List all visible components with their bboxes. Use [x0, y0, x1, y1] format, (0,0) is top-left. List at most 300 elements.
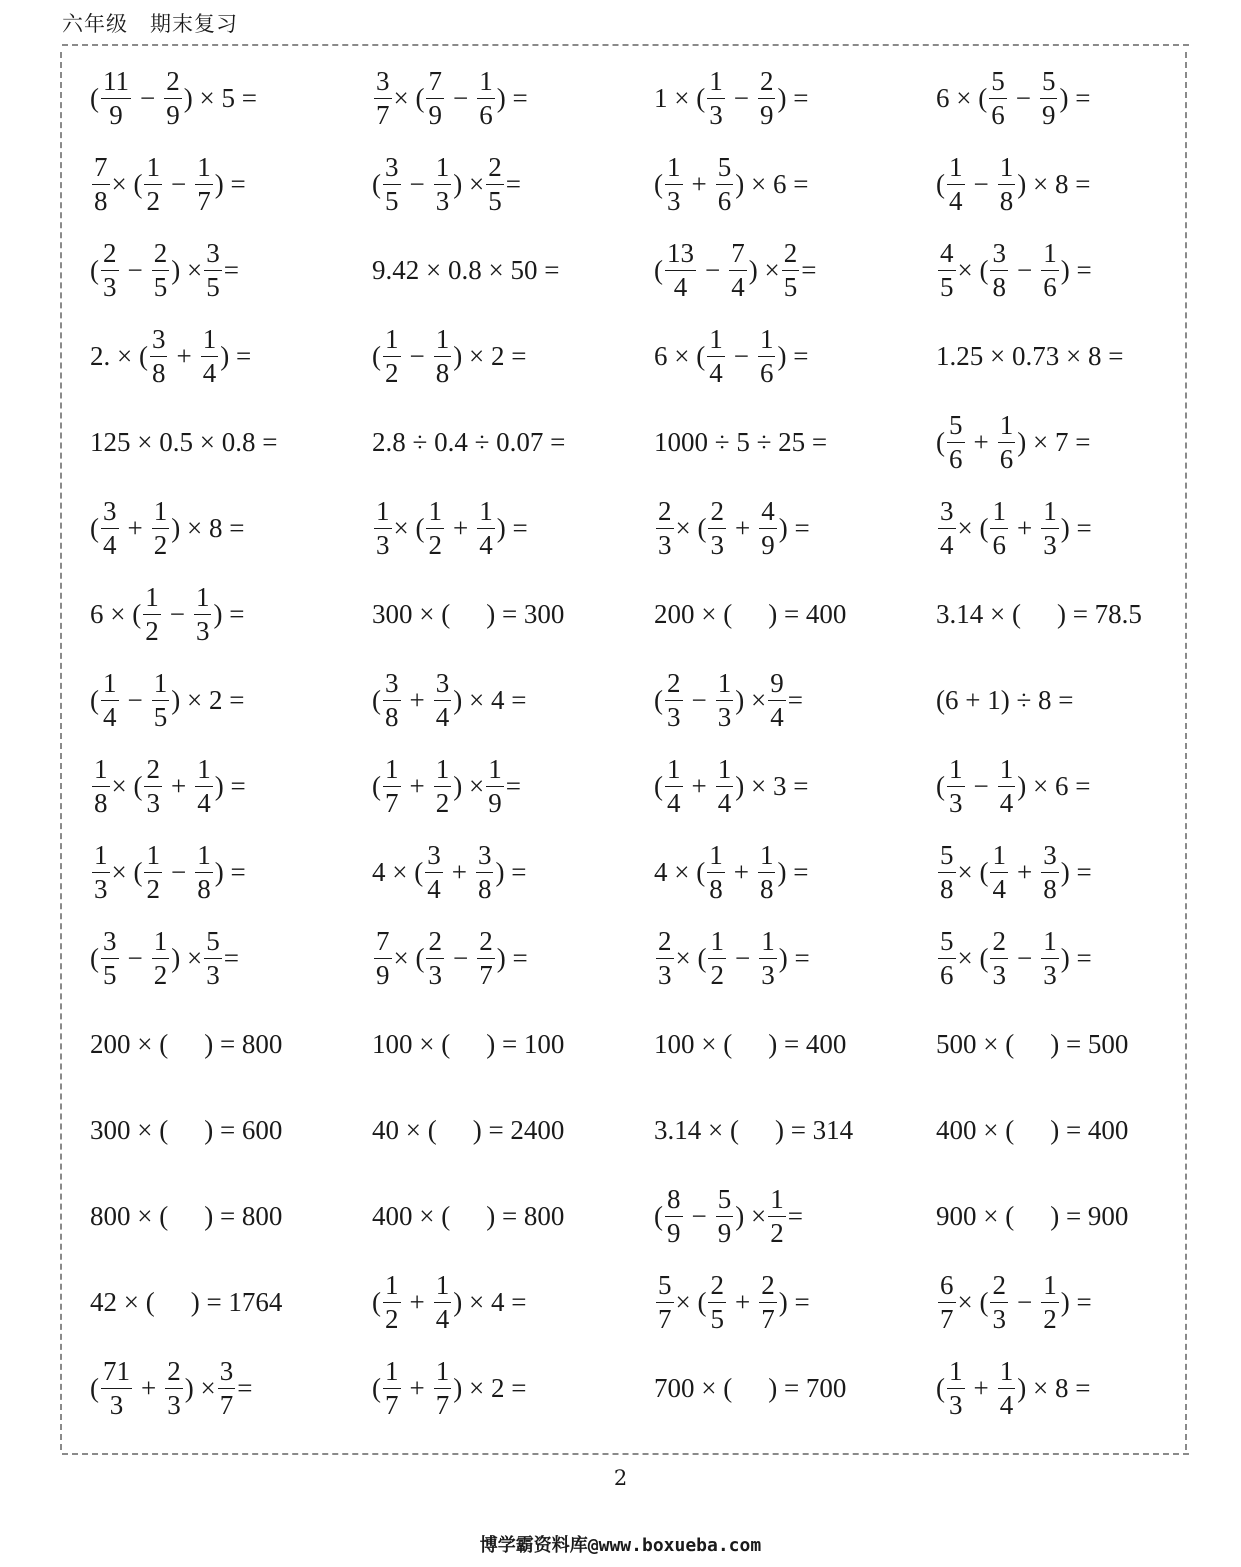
fraction-numerator: 3: [374, 68, 392, 99]
fraction-numerator: 1: [947, 756, 965, 787]
fraction: [383, 323, 401, 388]
expression-text: ) ×: [171, 254, 203, 285]
problem-3-1: [90, 227, 372, 313]
fraction-denominator: 7: [940, 1303, 954, 1334]
fraction-denominator: 6: [717, 185, 732, 216]
expression-text: ) =: [778, 1286, 810, 1317]
expression-text: 400 × (: [936, 1114, 1015, 1145]
expression-text: +: [176, 340, 192, 371]
expression-text: ) ×: [184, 1372, 216, 1403]
fraction-denominator: 2: [153, 959, 168, 990]
fraction-numerator: 3: [938, 498, 956, 529]
fraction-denominator: 3: [709, 99, 723, 130]
expression-text: +: [973, 1372, 989, 1403]
fraction-denominator: 8: [709, 873, 723, 904]
dashed-border-bottom: [62, 1453, 1189, 1455]
expression-text: ) = 800: [486, 1200, 565, 1231]
expression-text: ) × 3 =: [735, 770, 809, 801]
fraction-numerator: 8: [665, 1186, 683, 1217]
fraction-denominator: 6: [991, 99, 1005, 130]
fraction: [998, 1355, 1016, 1420]
expression-text: ) = 314: [774, 1114, 854, 1145]
expression-text: ) =: [777, 82, 809, 113]
fraction-denominator: 4: [770, 701, 784, 732]
fraction-numerator: 7: [426, 68, 444, 99]
fraction-numerator: 1: [144, 154, 162, 185]
problem-8-3: [654, 657, 936, 743]
fraction-numerator: 1: [707, 68, 725, 99]
fraction-numerator: 4: [938, 240, 956, 271]
problem-12-4: [936, 1001, 1190, 1087]
expression-text: (: [372, 168, 381, 199]
dashed-border-left: [60, 52, 62, 1450]
fraction: [656, 1269, 674, 1334]
expression-text: (: [936, 770, 945, 801]
problem-7-4: [936, 571, 1190, 657]
fraction: [144, 151, 162, 216]
fraction-denominator: 3: [94, 873, 108, 904]
problem-10-4: [936, 829, 1190, 915]
expression-text: −: [452, 942, 469, 973]
expression-text: =: [787, 684, 803, 715]
fraction-numerator: 2: [708, 498, 726, 529]
fraction-denominator: 5: [488, 185, 502, 216]
fraction-numerator: 2: [990, 1272, 1008, 1303]
expression-text: −: [733, 82, 749, 113]
problem-5-2: [372, 399, 654, 485]
fraction: [101, 237, 119, 302]
expression-text: −: [409, 168, 425, 199]
fraction: [1041, 1269, 1059, 1334]
fraction-numerator: 1: [716, 670, 734, 701]
fraction-numerator: 1: [383, 1358, 401, 1389]
expression-text: 200 × (: [90, 1028, 169, 1059]
expression-text: −: [691, 1200, 707, 1231]
fraction-numerator: 1: [434, 1272, 452, 1303]
problem-10-1: [90, 829, 372, 915]
fraction-denominator: 2: [435, 787, 450, 818]
problem-2-4: [936, 141, 1190, 227]
expression-text: (6 + 1) ÷ 8 =: [936, 684, 1074, 715]
expression-text: =: [223, 942, 239, 973]
fraction-denominator: 3: [761, 959, 775, 990]
problem-3-4: [936, 227, 1190, 313]
fraction: [947, 1355, 965, 1420]
fraction: [144, 839, 162, 904]
fraction: [486, 753, 504, 818]
fraction-denominator: 6: [992, 529, 1006, 560]
expression-text: (: [372, 770, 381, 801]
fraction: [708, 925, 726, 990]
fraction: [782, 237, 800, 302]
fraction-numerator: 1: [708, 928, 726, 959]
expression-text: × (: [675, 512, 707, 543]
fraction-denominator: 7: [385, 1389, 399, 1420]
fraction-denominator: 4: [949, 185, 963, 216]
fraction-numerator: 1: [707, 326, 725, 357]
fraction-numerator: 2: [101, 240, 119, 271]
expression-text: ) =: [778, 512, 810, 543]
expression-text: +: [452, 512, 469, 543]
expression-text: +: [141, 1372, 157, 1403]
fraction-denominator: 3: [658, 529, 672, 560]
fraction-numerator: 9: [768, 670, 786, 701]
problem-8-4: [936, 657, 1190, 743]
fraction: [938, 839, 956, 904]
expression-text: −: [733, 340, 749, 371]
fraction-numerator: 1: [1041, 928, 1059, 959]
fraction-numerator: 1: [665, 756, 683, 787]
expression-text: 4 × (: [372, 856, 424, 887]
fraction-numerator: 1: [990, 842, 1008, 873]
fraction-denominator: 9: [759, 99, 774, 130]
fraction-numerator: 5: [938, 928, 956, 959]
fraction: [665, 151, 683, 216]
fraction-numerator: 2: [486, 154, 504, 185]
expression-text: ) =: [214, 770, 246, 801]
fraction-denominator: 5: [153, 701, 168, 732]
fraction: [426, 65, 444, 130]
problem-15-4: [936, 1259, 1190, 1345]
fraction-denominator: 5: [940, 271, 954, 302]
expression-text: +: [409, 1286, 425, 1317]
fraction-denominator: 3: [717, 701, 732, 732]
fraction-numerator: 1: [195, 154, 213, 185]
fraction-denominator: 3: [658, 959, 672, 990]
fraction: [426, 495, 444, 560]
fraction: [434, 1269, 452, 1334]
fraction: [998, 409, 1016, 474]
fraction-denominator: 9: [1041, 99, 1056, 130]
fraction-denominator: 2: [770, 1217, 784, 1248]
fraction-denominator: 4: [202, 357, 217, 388]
fraction-denominator: 4: [992, 873, 1006, 904]
problem-2-3: [654, 141, 936, 227]
fraction-denominator: 9: [717, 1217, 732, 1248]
fraction-numerator: 1: [486, 756, 504, 787]
fraction: [201, 323, 219, 388]
fraction-denominator: 4: [709, 357, 723, 388]
fraction-numerator: 1: [1041, 498, 1059, 529]
expression-text: ) =: [1060, 512, 1092, 543]
fraction-denominator: 2: [153, 529, 168, 560]
expression-text: −: [169, 598, 185, 629]
fraction-denominator: 3: [103, 271, 117, 302]
fraction: [218, 1355, 236, 1420]
expression-text: +: [691, 168, 707, 199]
fraction: [374, 65, 392, 130]
expression-text: 6 × (: [654, 340, 706, 371]
fraction-denominator: 7: [376, 99, 390, 130]
problem-1-2: [372, 55, 654, 141]
footer-watermark: 博学霸资料库@www.boxueba.com: [479, 1535, 762, 1556]
fraction: [383, 667, 401, 732]
expression-text: (: [654, 254, 663, 285]
problem-3-2: [372, 227, 654, 313]
fraction: [665, 1183, 683, 1248]
problem-16-1: [90, 1345, 372, 1431]
expression-text: ) ×: [735, 684, 767, 715]
fraction-numerator: 1: [759, 928, 777, 959]
fraction: [947, 151, 965, 216]
fraction-numerator: 1: [998, 756, 1016, 787]
fraction-numerator: 2: [758, 68, 776, 99]
expression-text: +: [170, 770, 187, 801]
fraction: [477, 925, 495, 990]
problem-16-3: [654, 1345, 936, 1431]
expression-text: × (: [111, 856, 143, 887]
expression-text: ) = 400: [768, 598, 847, 629]
problem-15-3: [654, 1259, 936, 1345]
fraction: [101, 65, 131, 130]
fraction-numerator: 1: [947, 154, 965, 185]
fraction-numerator: 1: [1041, 240, 1059, 271]
expression-text: ) × 8 =: [1017, 1372, 1091, 1403]
expression-text: 800 × (: [90, 1200, 169, 1231]
expression-text: 4 × (: [654, 856, 706, 887]
fraction-denominator: 4: [731, 271, 745, 302]
fraction: [947, 409, 965, 474]
expression-text: × (: [675, 942, 707, 973]
expression-text: × (: [957, 512, 989, 543]
expression-text: 1000 ÷ 5 ÷ 25 =: [654, 426, 828, 457]
expression-text: ) × 2 =: [453, 340, 527, 371]
fraction-numerator: 1: [201, 326, 219, 357]
fraction-denominator: 3: [1043, 529, 1057, 560]
fraction: [758, 839, 776, 904]
expression-text: ) ×: [748, 254, 780, 285]
problem-7-1: [90, 571, 372, 657]
fraction-numerator: 1: [477, 498, 495, 529]
expression-text: −: [1016, 254, 1033, 285]
expression-text: +: [451, 856, 467, 887]
problem-6-3: [654, 485, 936, 571]
expression-text: (: [654, 1200, 663, 1231]
fraction-denominator: 3: [949, 787, 963, 818]
fraction-numerator: 2: [426, 928, 444, 959]
expression-text: (: [936, 168, 945, 199]
expression-text: ) × 2 =: [171, 684, 245, 715]
fraction-numerator: 1: [665, 154, 683, 185]
fraction-denominator: 2: [146, 873, 160, 904]
fraction-numerator: 1: [92, 842, 110, 873]
fraction: [707, 323, 725, 388]
expression-text: −: [1015, 82, 1031, 113]
fraction: [1040, 65, 1058, 130]
expression-text: =: [801, 254, 817, 285]
fraction: [938, 495, 956, 560]
fraction-denominator: 4: [667, 787, 681, 818]
fraction-denominator: 9: [109, 99, 123, 130]
expression-text: (: [936, 1372, 945, 1403]
fraction-denominator: 3: [667, 701, 681, 732]
fraction: [434, 1355, 452, 1420]
fraction-numerator: 3: [990, 240, 1008, 271]
expression-text: +: [733, 856, 749, 887]
fraction: [165, 1355, 183, 1420]
expression-text: ) = 1764: [190, 1286, 283, 1317]
problem-9-2: [372, 743, 654, 829]
expression-text: ) =: [214, 168, 246, 199]
problem-4-4: [936, 313, 1190, 399]
expression-text: ) =: [496, 512, 528, 543]
problem-10-3: [654, 829, 936, 915]
expression-text: 1 × (: [654, 82, 706, 113]
fraction-numerator: 2: [152, 240, 170, 271]
fraction-numerator: 2: [759, 1272, 777, 1303]
fraction-numerator: 2: [990, 928, 1008, 959]
fraction-denominator: 5: [153, 271, 168, 302]
problem-11-2: [372, 915, 654, 1001]
fraction: [990, 839, 1008, 904]
expression-text: 9.42 × 0.8 × 50 =: [372, 254, 560, 285]
fraction-denominator: 6: [940, 959, 954, 990]
fraction-numerator: 2: [144, 756, 162, 787]
fraction-numerator: 2: [164, 68, 182, 99]
fraction-denominator: 4: [479, 529, 493, 560]
expression-text: (: [90, 684, 99, 715]
fraction: [152, 925, 170, 990]
expression-text: −: [705, 254, 721, 285]
fraction: [665, 753, 683, 818]
expression-text: −: [734, 942, 751, 973]
fraction-denominator: 3: [146, 787, 160, 818]
fraction-numerator: 1: [947, 1358, 965, 1389]
expression-text: 500 × (: [936, 1028, 1015, 1059]
fraction-numerator: 3: [101, 928, 119, 959]
fraction: [947, 753, 965, 818]
expression-text: ) = 500: [1050, 1028, 1129, 1059]
fraction: [195, 151, 213, 216]
fraction-denominator: 9: [488, 787, 502, 818]
expression-text: ) × 8 =: [1017, 168, 1091, 199]
expression-text: −: [973, 168, 989, 199]
fraction: [1041, 495, 1059, 560]
expression-text: (: [90, 254, 99, 285]
expression-text: +: [691, 770, 707, 801]
fraction: [383, 753, 401, 818]
fraction-numerator: 7: [729, 240, 747, 271]
fraction-denominator: 3: [992, 959, 1006, 990]
fraction: [476, 839, 494, 904]
fraction-denominator: 8: [94, 185, 108, 216]
fraction-numerator: 5: [656, 1272, 674, 1303]
fraction-denominator: 8: [385, 701, 399, 732]
expression-text: ) × 6 =: [1017, 770, 1091, 801]
fraction-denominator: 3: [710, 529, 724, 560]
fraction-numerator: 1: [144, 842, 162, 873]
expression-text: −: [1016, 1286, 1033, 1317]
expression-text: 400 × (: [372, 1200, 451, 1231]
fraction-denominator: 3: [206, 959, 220, 990]
fraction-numerator: 1: [434, 154, 452, 185]
expression-text: ) =: [778, 942, 810, 973]
expression-text: (: [936, 426, 945, 457]
fraction-denominator: 5: [783, 271, 798, 302]
dashed-border-top: [62, 44, 1189, 46]
expression-text: =: [505, 770, 521, 801]
expression-text: × (: [393, 942, 425, 973]
fraction-denominator: 4: [103, 529, 117, 560]
expression-text: ) =: [1060, 254, 1092, 285]
fraction: [998, 151, 1016, 216]
problem-4-2: [372, 313, 654, 399]
fraction-denominator: 9: [428, 99, 442, 130]
fraction-numerator: 1: [998, 412, 1016, 443]
problem-14-3: [654, 1173, 936, 1259]
fraction-numerator: 1: [383, 756, 401, 787]
fraction-denominator: 7: [479, 959, 493, 990]
expression-text: +: [973, 426, 989, 457]
expression-text: ) × 4 =: [453, 684, 527, 715]
fraction: [101, 1355, 132, 1420]
fraction-numerator: 5: [716, 1186, 734, 1217]
fraction-denominator: 2: [385, 1303, 399, 1334]
problem-4-1: [90, 313, 372, 399]
fraction: [938, 1269, 956, 1334]
fraction-denominator: 2: [385, 357, 399, 388]
fraction: [477, 65, 495, 130]
expression-text: =: [505, 168, 521, 199]
expression-text: ) =: [220, 340, 252, 371]
fraction-numerator: 5: [1040, 68, 1058, 99]
fraction: [374, 925, 392, 990]
fraction-numerator: 1: [194, 584, 212, 615]
expression-text: × (: [393, 82, 425, 113]
expression-text: −: [691, 684, 707, 715]
expression-text: ) =: [495, 856, 527, 887]
header-grade: 六年级: [62, 12, 128, 36]
problem-15-2: [372, 1259, 654, 1345]
fraction-numerator: 1: [143, 584, 161, 615]
fraction: [486, 151, 504, 216]
problem-9-4: [936, 743, 1190, 829]
fraction-numerator: 1: [101, 670, 119, 701]
expression-text: +: [409, 684, 425, 715]
expression-text: −: [127, 942, 143, 973]
expression-text: ) =: [496, 82, 528, 113]
expression-text: ) ×: [735, 1200, 767, 1231]
expression-text: (: [654, 168, 663, 199]
problem-16-4: [936, 1345, 1190, 1431]
expression-text: 900 × (: [936, 1200, 1015, 1231]
fraction: [716, 667, 734, 732]
fraction: [92, 151, 110, 216]
fraction-denominator: 3: [167, 1389, 181, 1420]
problem-2-2: [372, 141, 654, 227]
expression-text: ) =: [213, 598, 245, 629]
fraction: [938, 237, 956, 302]
fraction: [758, 323, 776, 388]
fraction-numerator: 1: [998, 1358, 1016, 1389]
expression-text: ) =: [1059, 82, 1091, 113]
fraction: [434, 151, 452, 216]
fraction-denominator: 9: [667, 1217, 681, 1248]
expression-text: × (: [957, 942, 989, 973]
expression-text: ) × 6 =: [735, 168, 809, 199]
fraction-numerator: 3: [101, 498, 119, 529]
problem-14-2: [372, 1173, 654, 1259]
expression-text: ) = 600: [204, 1114, 283, 1145]
expression-text: 200 × (: [654, 598, 733, 629]
fraction-denominator: 3: [428, 959, 442, 990]
fraction: [990, 1269, 1008, 1334]
expression-text: 42 × (: [90, 1286, 155, 1317]
fraction-numerator: 1: [195, 756, 213, 787]
fraction-denominator: 3: [109, 1389, 124, 1420]
fraction: [434, 667, 452, 732]
problem-grid: [90, 55, 1190, 1431]
